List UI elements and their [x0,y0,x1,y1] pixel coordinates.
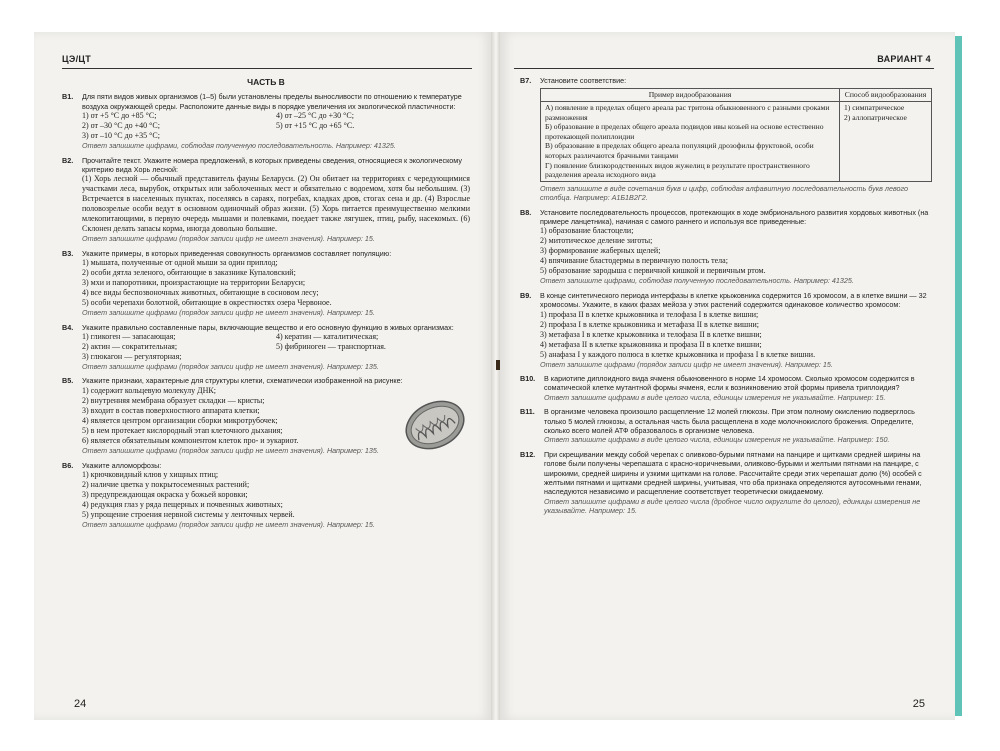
option: 5) фибриноген — транспортная. [276,342,386,352]
task-text: В организме человека произошло расщепление 12 молей глюкозы. При этом полному окислению подверглось только 5 молей глюкозы, а остальная часть была расщеплена в ходе молочнокислого брожения. Определите, сколько всего молей АТФ образовалось в организме человека. [544,407,915,436]
option: 3) формирование жаберных щелей; [540,246,661,256]
answer-hint: Ответ запишите цифрами, соблюдая полученную последовательность. Например: 41325. [82,141,396,151]
task-b1 [62,92,470,150]
option: 4) впячивание бластодермы в первичную полость тела; [540,256,728,266]
option: 4) от –25 °С до +30 °С; [276,111,354,121]
option: 2) наличие цветка у покрытосеменных растений; [82,480,250,490]
task-b7 [520,76,932,203]
option: 5) образование зародыша с первичной кишкой и первичным ртом. [540,266,766,276]
method-item: 2) аллопатрическое [844,112,907,122]
task-b6 [62,461,470,530]
task-b8 [520,208,932,286]
option: 3) предупреждающая окраска у божьей коровки; [82,490,248,500]
task-b9 [520,291,932,369]
task-code: В8. [520,207,532,217]
left-header-rule [62,68,472,69]
option: 4) метафаза II в клетке крыжовника и профаза II в клетке вишни; [540,339,762,349]
option: 3) входит в состав поверхностного аппарата клетки; [82,405,260,415]
option: 3) метафаза I в клетке крыжовника и телофаза II в клетке вишни; [540,329,762,339]
task-options [62,111,470,141]
answer-hint: Ответ запишите цифрами (порядок записи цифр не имеет значения). Например: 15. [82,308,375,318]
answer-hint: Ответ запишите цифрами в виде целого числа, единицы измерения не указывайте. Например: 15. [544,392,886,402]
task-code: В6. [62,460,74,470]
table-header: Пример видообразования [541,89,840,102]
option: 4) редукция глаз у ряда пещерных и почвенных животных; [82,500,283,510]
option: 2) особи дятла зеленого, обитающие в заказнике Купаловский; [82,268,296,278]
task-b5 [62,376,470,455]
mitochondrion-illustration [400,394,470,456]
task-code: В5. [62,376,74,386]
section-title: ЧАСТЬ В [247,77,285,87]
option: 1) образование бластоцели; [540,226,634,236]
option: 4) является центром организации сборки микротрубочек; [82,415,278,425]
right-content [520,76,932,521]
option: 2) актин — сократительная; [82,342,178,352]
option: 3) от –10 °С до +35 °С; [82,131,160,141]
task-options [62,470,470,520]
answer-hint: Ответ запишите цифрами (порядок записи цифр не имеет значения). Например: 135. [82,362,379,372]
task-text: При скрещивании между собой черепах с оливково-бурыми пятнами на панцире и щитками средней ширины на голове были получены черепашата с красно-коричневыми, оливково-бурыми и желтыми пятнами на панцире, с широкими, средней ширины и узкими щитками на голове. Рассчитайте среди этих черепашат долю (%) особей с желтыми пятнами и щитками средней ширины, учитывая, что оба признака определяются аутосомными генами, наследуются независимо и расщепление соответствует теоретически ожидаемому. [544,449,922,497]
left-page [34,32,492,720]
option: 3) глюкагон — регуляторная; [82,352,182,362]
task-text: Прочитайте текст. Укажите номера предложений, в которых приведены сведения, относящиеся к экологическому критерию вида Хорь лесной: [82,155,462,175]
table-row: Б) образование в пределах общего ареала подвидов ивы козьей на основе естественно протекающей полиплоидии [545,122,824,141]
task-text: Укажите правильно составленные пары, включающие вещество и его основную функцию в живых организмах: [82,322,454,332]
option: 6) является обязательным компонентом клеток про- и эукариот. [82,435,299,445]
task-text: Установите соответствие: [540,76,627,85]
table-row: В) образование в пределах общего ареала популяций дрозофилы фруктовой, особи которых различаются брачными танцами [545,141,814,160]
task-text: В конце синтетического периода интерфазы в клетке крыжовника содержится 16 хромосом, а в клетке вишни — 32 хромосомы. Укажите, в каких фазах мейоза у этих растений содержится одинаковое количество хромосом: [540,290,927,310]
task-text: Укажите алломорфозы: [82,460,162,470]
task-b12 [520,450,932,516]
task-b2 [62,156,470,244]
option: 5) особи черепахи болотной, обитающие в окрестностях озера Червоное. [82,298,332,308]
answer-hint: Ответ запишите цифрами (порядок записи цифр не имеет значения). Например: 135. [82,445,379,455]
task-b4 [62,323,470,372]
task-b3 [62,249,470,318]
task-options [520,310,932,360]
table-header: Способ видообразования [840,89,932,102]
option: 2) внутренняя мембрана образует складки — кристы; [82,395,265,405]
option: 4) кератин — каталитическая; [276,332,379,342]
answer-hint: Ответ запишите цифрами в виде целого числа (дробное число округлите до целого), единицы измерения не указывайте. Например: 15. [544,496,921,516]
task-code: В10. [520,374,536,383]
page-number-right: 25 [912,698,925,710]
task-code: В11. [520,407,535,417]
left-header: ЦЭ/ЦТ [62,54,92,64]
right-header: ВАРИАНТ 4 [877,54,931,64]
answer-hint: Ответ запишите цифрами (порядок записи цифр не имеет значения). Например: 15. [82,234,375,244]
option: 5) упрощение строения нервной системы у ленточных червей. [82,510,295,520]
table-row: Г) появление близкородственных видов жужелиц в результате пространственного разделения ареала исходного вида [545,160,810,180]
answer-hint: Ответ запишите в виде сочетания букв и цифр, соблюдая алфавитную последовательность букв левого столбца. Например: А1Б1В2Г2. [540,183,909,203]
task-options [520,226,932,276]
answer-hint: Ответ запишите цифрами (порядок записи цифр не имеет значения). Например: 15. [82,520,375,530]
option: 2) митотическое деление зиготы; [540,236,653,246]
task-code: В1. [62,92,74,102]
table-cell [541,102,840,182]
task-code: В12. [520,449,536,459]
task-code: В7. [520,76,532,85]
left-content [62,76,470,535]
option: 5) анафаза I у каждого полюса в клетке крыжовника и профаза I в клетке вишни. [540,349,816,359]
task-code: В4. [62,322,74,332]
task-code: В3. [62,248,74,258]
method-item: 1) симпатрическое [844,103,905,112]
task-options [62,386,396,446]
right-page [500,32,955,720]
matching-table [540,88,932,181]
answer-hint: Ответ запишите цифрами в виде целого числа, единицы измерения не указывайте. Например: 150. [544,435,890,445]
answer-hint: Ответ запишите цифрами (порядок записи цифр не имеет значения). Например: 15. [540,359,833,369]
table-row: А) появление в пределах общего ареала рас тритона обыкновенного с разными сроками размножения [545,103,830,122]
option: 3) мхи и папоротники, произрастающие на территории Беларуси; [82,278,306,288]
option: 2) профаза I в клетке крыжовника и метафаза II в клетке вишни; [540,319,759,329]
task-text: Установите последовательность процессов, протекающих в ходе эмбрионального развития хордовых животных (на примере ланцетника), начиная с самого раннего и используя все приведенные: [540,207,929,226]
cover-edge [955,36,962,716]
page-number-left: 24 [74,698,87,710]
option: 2) от –30 °С до +40 °С; [82,121,160,131]
task-text: Для пяти видов живых организмов (1–5) были установлены пределы выносливости по отношению к температуре воздуха окружающей среды. Расположите данные виды в порядке увеличения их экологической пластичности: [82,92,462,111]
option: 1) от +5 °С до +85 °С; [82,111,157,121]
task-text: Укажите примеры, в которых приведенная совокупность организмов составляет популяцию: [82,248,392,258]
task-b10 [520,374,932,402]
task-text: Укажите признаки, характерные для структуры клетки, схематически изображенной на рисунке: [82,376,403,386]
option: 1) гликоген — запасающая; [82,332,176,342]
task-code: В9. [520,290,532,300]
option: 4) все виды беспозвоночных животных, обитающие в сосновом лесу; [82,288,319,298]
task-text: В кариотипе диплоидного вида ячменя обыкновенного в норме 14 хромосом. Сколько хромосом содержится в соматической клетке мутантной формы ячменя, если к возникновению этой формы привела триплоидия? [544,374,915,393]
option: 1) крючковидный клюв у хищных птиц; [82,470,219,480]
task-body-text: (1) Хорь лесной — обычный представитель фауны Беларуси. (2) Он обитает на территориях с чередующимися участками леса, вырубок, открытых или заболоченных мест и обязательно с водоемом, хотя бы небольшим. (3) Встречается в населенных пунктах, поселяясь в сараях, погребах, кладках дров, стогах сена и др. (4) Взрослые половозрелые особи ведут в основном одиночный образ жизни. (5) Хорь питается преимущественно мелкими млекопитающими, в первую очередь мышами и полевками, поедает также лягушек, птиц, рыбу, насекомых. (6) Склонен делать запасы корма, иногда довольно большие. [82,174,470,234]
task-options [62,332,470,362]
task-code: В2. [62,155,74,165]
option: 1) содержит кольцевую молекулу ДНК; [82,385,216,395]
option: 5) от +15 °С до +65 °С. [276,121,355,131]
option: 5) в нем протекает кислородный этап клеточного дыхания; [82,425,283,435]
option: 1) мышата, полученные от одной мыши за один приплод; [82,258,278,268]
option: 1) профаза II в клетке крыжовника и телофаза I в клетке вишни; [540,309,759,319]
task-b11 [520,407,932,445]
answer-hint: Ответ запишите цифрами, соблюдая полученную последовательность. Например: 41325. [540,276,854,286]
right-header-rule [514,68,934,69]
task-options [62,258,470,308]
table-cell [840,102,932,182]
